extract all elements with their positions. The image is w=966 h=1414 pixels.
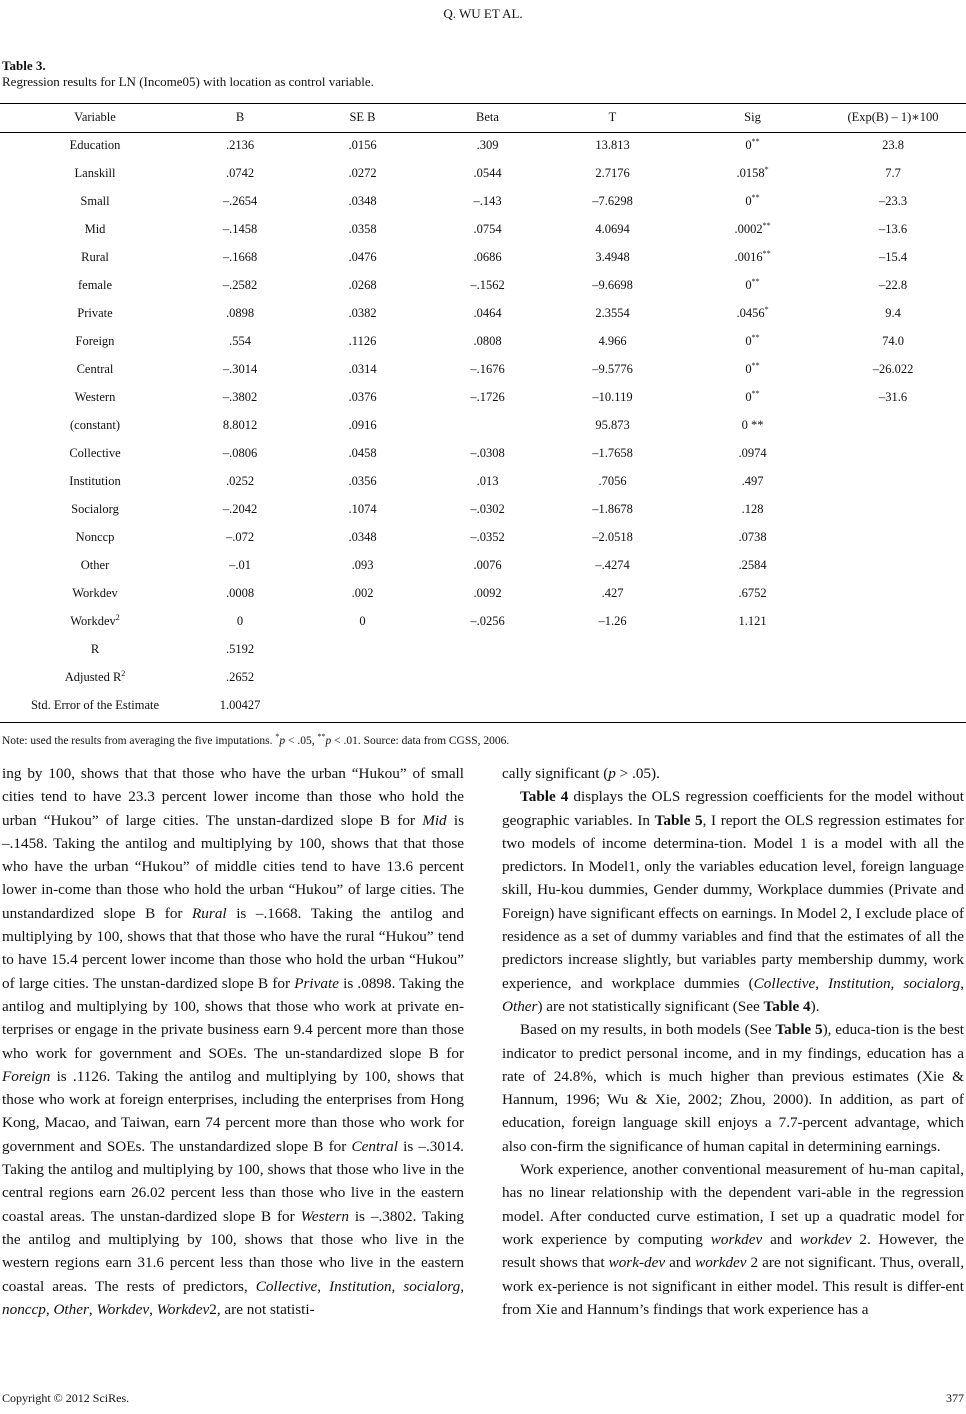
table-cell-beta: –.1562: [470, 277, 505, 292]
table-cell-beta: .0754: [473, 221, 502, 236]
table-cell-b: –.072: [225, 529, 255, 544]
table-cell-variable: Std. Error of the Estimate: [30, 697, 160, 712]
table-cell-variable: Collective: [69, 445, 121, 460]
table-cell-variable: Small: [80, 193, 110, 208]
table-cell-t: 13.813: [595, 137, 630, 152]
table-cell-t: –7.6298: [592, 193, 633, 208]
table-cell-sig: 1.121: [738, 613, 767, 628]
table-cell-exp: 9.4: [885, 305, 901, 320]
table-cell-variable: female: [77, 277, 112, 292]
table-cell-beta: [435, 691, 540, 719]
table-row: [0, 215, 966, 243]
table-cell-beta: .0808: [473, 333, 502, 348]
table-cell-b: .2136: [225, 137, 255, 152]
table-cell-t: [540, 691, 685, 719]
body-paragraph: cally significant (p > .05).: [502, 765, 660, 782]
table-cell-beta: –.143: [473, 193, 502, 208]
table-cell-variable: Western: [74, 389, 116, 404]
running-head: Q. WU ET AL.: [443, 6, 523, 21]
table-cell-variable: Workdev: [72, 585, 118, 600]
table-cell-beta: .0076: [473, 557, 502, 572]
table-cell-beta: [435, 635, 540, 663]
column-header: SE B: [349, 109, 376, 124]
table-cell-t: –.4274: [595, 557, 630, 572]
table-cell-sig: .0456*: [736, 304, 769, 320]
table-cell-sig: 0**: [745, 192, 760, 208]
table-body: [0, 131, 966, 719]
table-row: [0, 299, 966, 327]
table-row: [0, 383, 966, 411]
table-row: [0, 243, 966, 271]
table-row: [0, 663, 966, 691]
table-cell-exp: [820, 523, 966, 551]
table-cell-beta: –.1676: [470, 361, 505, 376]
table-cell-sig: .0158*: [736, 164, 769, 180]
table-cell-se: .0358: [348, 221, 377, 236]
table-cell-b: –.3014: [222, 361, 258, 376]
table-cell-variable: Institution: [69, 473, 121, 488]
table-cell-b: .0898: [225, 305, 255, 320]
table-row: [0, 579, 966, 607]
table-row: [0, 411, 966, 439]
table-title: Table 3.: [2, 58, 46, 73]
table-cell-sig: [685, 691, 820, 719]
table-row: [0, 551, 966, 579]
regression-table: [0, 103, 966, 719]
table-cell-b: –.2042: [222, 501, 258, 516]
table-cell-t: 4.966: [598, 333, 627, 348]
table-cell-b: .2652: [225, 669, 255, 684]
table-cell-se: .0272: [348, 165, 377, 180]
table-cell-b: .0008: [225, 585, 255, 600]
table-cell-se: .0458: [348, 445, 377, 460]
table-cell-t: 2.3554: [595, 305, 630, 320]
table-cell-sig: 0**: [745, 276, 760, 292]
table-cell-b: –.0806: [222, 445, 258, 460]
table-cell-se: .0348: [348, 193, 377, 208]
table-cell-variable: Lanskill: [74, 165, 116, 180]
body-paragraph: Work experience, another conventional measurement of hu-man capital, has no linear relationship with the dependent vari-able in the regression model. After conducted curve estimation, I set up a quadratic model for work experience by computing workdev and workdev 2. However, the result shows that work-dev and workdev 2 are not significant. Thus, overall, work ex-perience is not significant in either model. This result is differ-ent from Xie and Hannum’s findings that work experience has a: [502, 1161, 964, 1318]
table-row: [0, 159, 966, 187]
table-cell-t: –9.5776: [592, 361, 633, 376]
table-cell-t: .7056: [598, 473, 627, 488]
table-cell-exp: [820, 579, 966, 607]
table-cell-se: .0348: [348, 529, 377, 544]
column-header: Beta: [476, 109, 499, 124]
table-row: [0, 131, 966, 159]
table-cell-beta: –.1726: [470, 389, 505, 404]
table-cell-se: .0156: [348, 137, 377, 152]
table-cell-beta: [435, 663, 540, 691]
table-cell-exp: [820, 691, 966, 719]
table-cell-exp: [820, 551, 966, 579]
table-cell-b: –.2582: [222, 277, 258, 292]
table-cell-t: 95.873: [595, 417, 630, 432]
table-cell-exp: –26.022: [872, 361, 914, 376]
table-cell-t: –2.0518: [592, 529, 633, 544]
table-cell-beta: .0092: [473, 585, 502, 600]
table-cell-beta: .013: [476, 473, 499, 488]
table-cell-exp: [820, 607, 966, 635]
table-cell-variable: (constant): [70, 417, 120, 432]
table-cell-b: –.1458: [222, 221, 258, 236]
table-cell-b: –.01: [229, 557, 251, 572]
table-cell-se: [290, 663, 435, 691]
table-cell-b: .554: [229, 333, 251, 348]
table-cell-exp: 23.8: [882, 137, 904, 152]
table-row: [0, 187, 966, 215]
table-cell-variable: Foreign: [75, 333, 115, 348]
table-cell-sig: .497: [741, 473, 764, 488]
table-cell-sig: [685, 663, 820, 691]
column-header: T: [608, 109, 617, 124]
table-cell-sig: .0002**: [734, 220, 771, 236]
table-cell-t: –1.8678: [592, 501, 633, 516]
table-cell-sig: .6752: [738, 585, 767, 600]
table-cell-se: .002: [351, 585, 374, 600]
table-note: Note: used the results from averaging the five imputations. *p < .05, **p < .01. Source: data from CGSS, 2006.: [2, 732, 510, 747]
table-cell-variable: Mid: [84, 221, 106, 236]
table-cell-se: .0476: [348, 249, 377, 264]
table-cell-t: –1.26: [598, 613, 627, 628]
table-cell-b: 0: [236, 613, 244, 628]
table-cell-beta: .0544: [473, 165, 502, 180]
table-cell-b: .0742: [225, 165, 255, 180]
table-cell-sig: .0974: [738, 445, 767, 460]
table-cell-se: [290, 691, 435, 719]
table-cell-beta: [435, 411, 540, 439]
table-cell-se: [290, 635, 435, 663]
table-cell-b: –.1668: [222, 249, 258, 264]
table-cell-t: –9.6698: [592, 277, 633, 292]
table-cell-variable: Private: [77, 305, 113, 320]
table-cell-exp: [820, 439, 966, 467]
table-cell-exp: –22.8: [878, 277, 908, 292]
table-cell-se: .1074: [348, 501, 377, 516]
column-header: (Exp(B) – 1)∗100: [847, 110, 939, 124]
table-cell-t: 3.4948: [595, 249, 630, 264]
body-paragraph: Table 4 displays the OLS regression coefficients for the model without geographic variables. In Table 5, I report the OLS regression estimates for two models of income determina-tion. Model 1 is a model with all the predictors. In Model1, only the variables education level, foreign language skill, Hu-kou dummies, Gender dummy, Workplace dummies (Private and Foreign) have significant effects on earnings. In Model 2, I exclude place of residence as a set of dummy variables and find that the estimates of all the predictors increase slightly, but variables party membership dummy, work experience, and workplace dummies (Collective, Institution, socialorg, Other) are not statistically significant (See Table 4).: [502, 788, 964, 1015]
table-cell-exp: –23.3: [878, 193, 908, 208]
table-caption: Regression results for LN (Income05) with location as control variable.: [2, 74, 374, 89]
table-cell-sig: [685, 635, 820, 663]
table-row: [0, 271, 966, 299]
body-paragraph: ing by 100, shows that that those who have the urban “Hukou” of small cities tend to have 23.3 percent lower income than those who hold the urban “Hukou” of large cities. The unstan-dardized slope B for Mid is –.1458. Taking the antilog and multiplying by 100, shows that that those who have the urban “Hukou” of middle cities tend to have 13.6 percent lower in-come than those who hold the urban “Hukou” of large cities. The unstandardized slope B for Rural is –.1668. Taking the antilog and multiplying by 100, shows that that those who have the rural “Hukou” tend to have 15.4 percent lower income than those who hold the urban “Hukou” of large cities. The unstan-dardized slope B for Private is .0898. Taking the antilog and multiplying by 100, shows that those who work at private en-terprises or engage in the private business earn 9.4 percent more than those who work for government and SOEs. The un-standardized slope B for Foreign is .1126. Taking the antilog and multiplying by 100, shows that those who work at foreign enterprises, including the enterprises from Hong Kong, Macao, and Taiwan, earn 74 percent more than those who work for government and SOEs. The unstandardized slope B for Central is –.3014. Taking the antilog and multiplying by 100, shows that those who live in the central regions earn 26.02 percent less than those who live in the eastern coastal areas. The unstan-dardized slope B for Western is –.3802. Taking the antilog and multiplying by 100, shows that those who live in the western regions earn 31.6 percent less than those who live in the eastern coastal areas. The rests of predictors, Collective, Institution, socialorg, nonccp, Other, Workdev, Workdev2, are not statisti-: [2, 765, 464, 1318]
table-cell-sig: 0**: [745, 388, 760, 404]
table-cell-beta: –.0308: [470, 445, 505, 460]
table-header-row: [0, 103, 966, 131]
table-cell-exp: [820, 467, 966, 495]
table-cell-variable: Other: [80, 557, 110, 572]
table-row: [0, 355, 966, 383]
table-cell-t: .427: [601, 585, 624, 600]
table-cell-sig: 0**: [745, 332, 760, 348]
table-bottom-rule: [0, 722, 966, 723]
table-cell-se: .093: [351, 557, 374, 572]
table-cell-variable: Socialorg: [71, 501, 119, 516]
table-row: [0, 691, 966, 719]
table-row: [0, 467, 966, 495]
table-cell-exp: [820, 663, 966, 691]
table-cell-beta: –.0352: [470, 529, 505, 544]
table-cell-beta: .309: [476, 137, 499, 152]
table-cell-sig: .128: [741, 501, 764, 516]
table-cell-se: .0376: [348, 389, 377, 404]
table-cell-t: [540, 635, 685, 663]
table-cell-sig: 0**: [745, 136, 760, 152]
table-cell-exp: [820, 495, 966, 523]
table-cell-b: –.3802: [222, 389, 258, 404]
table-row: [0, 523, 966, 551]
table-cell-variable: Central: [76, 361, 114, 376]
table-cell-exp: –13.6: [878, 221, 908, 236]
table-cell-b: –.2654: [222, 193, 258, 208]
table-cell-b: .0252: [225, 473, 255, 488]
table-cell-t: 2.7176: [595, 165, 630, 180]
table-row: [0, 495, 966, 523]
table-cell-sig: .0738: [738, 529, 767, 544]
copyright-footer: Copyright © 2012 SciRes.: [2, 1391, 130, 1405]
table-row: [0, 635, 966, 663]
table-cell-exp: 7.7: [885, 165, 901, 180]
table-row: [0, 327, 966, 355]
table-cell-exp: [820, 635, 966, 663]
table-cell-variable: Adjusted $R^2$: [64, 668, 126, 684]
table-cell-se: .0314: [348, 361, 377, 376]
page-number: 377: [946, 1391, 964, 1405]
table-cell-se: .0356: [348, 473, 377, 488]
table-cell-b: 1.00427: [219, 697, 261, 712]
table-cell-se: .0268: [348, 277, 377, 292]
table-cell-b: .5192: [225, 641, 255, 656]
table-cell-exp: 74.0: [882, 333, 904, 348]
table-cell-exp: –15.4: [878, 249, 908, 264]
table-cell-beta: .0686: [473, 249, 502, 264]
table-cell-b: 8.8012: [222, 417, 258, 432]
table-cell-se: 0: [359, 613, 366, 628]
body-paragraph: Based on my results, in both models (See Table 5), educa-tion is the best indicator to predict personal income, and in my findings, education has a rate of 24.8%, which is much higher than previous estimates (Xie & Hannum, 1996; Wu & Xie, 2002; Zhou, 2000). In addition, as part of education, foreign language skill enjoys a 7.7-percent advantage, which also con-firm the significance of human capital in determining earnings.: [502, 1021, 964, 1155]
table-cell-sig: .2584: [738, 557, 767, 572]
table-cell-t: [540, 663, 685, 691]
table-cell-variable: Nonccp: [75, 529, 115, 544]
table-cell-beta: –.0302: [470, 501, 505, 516]
right-column-text: [502, 762, 964, 1321]
table-cell-sig: 0**: [745, 360, 760, 376]
table-cell-se: .0382: [348, 305, 377, 320]
table-cell-exp: –31.6: [878, 389, 908, 404]
table-cell-sig: 0 **: [741, 417, 764, 432]
table-cell-variable: Education: [69, 137, 121, 152]
left-column-text: [2, 762, 464, 1321]
table-cell-se: .1126: [348, 333, 377, 348]
table-cell-variable: Rural: [81, 249, 109, 264]
table-row: [0, 607, 966, 635]
table-cell-variable: R: [90, 641, 100, 656]
column-header: B: [235, 109, 245, 124]
table-cell-beta: –.0256: [470, 613, 505, 628]
column-header: Variable: [74, 109, 116, 124]
table-cell-variable: Workdev$^2$: [70, 612, 120, 628]
table-cell-t: –10.119: [592, 389, 633, 404]
table-cell-t: –1.7658: [592, 445, 633, 460]
table-row: [0, 439, 966, 467]
table-cell-se: .0916: [348, 417, 377, 432]
table-cell-exp: [820, 411, 966, 439]
column-header: Sig: [744, 109, 761, 124]
table-cell-t: 4.0694: [595, 221, 630, 236]
table-cell-beta: .0464: [473, 305, 502, 320]
table-cell-sig: .0016**: [734, 248, 771, 264]
